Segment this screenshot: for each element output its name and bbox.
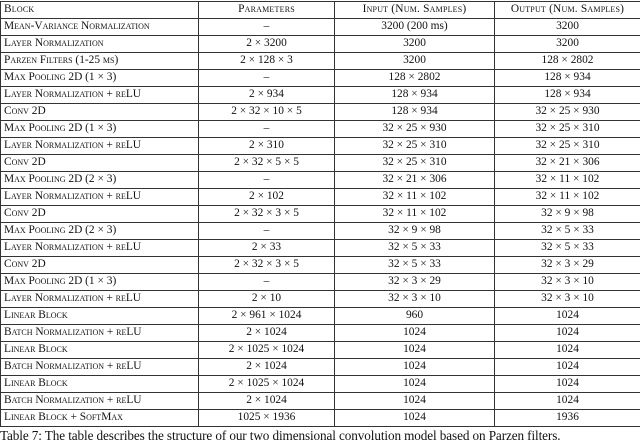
cell-output: 1024	[495, 325, 640, 342]
cell-input: 1024	[335, 325, 495, 342]
cell-parameters: 2 × 32 × 3 × 5	[199, 257, 335, 274]
table-row	[1, 138, 640, 155]
cell-input: 960	[335, 308, 495, 325]
cell-block: Batch Normalization + reLU	[1, 325, 199, 342]
cell-parameters: 2 × 1025 × 1024	[199, 376, 335, 393]
table-row	[1, 189, 640, 206]
cell-block: Linear Block	[1, 376, 199, 393]
cell-parameters: 2 × 33	[199, 240, 335, 257]
cell-block: Max Pooling 2D (1 × 3)	[1, 70, 199, 87]
cell-input: 1024	[335, 376, 495, 393]
table-row	[1, 19, 640, 36]
cell-block: Layer Normalization + reLU	[1, 291, 199, 308]
cell-parameters: –	[199, 70, 335, 87]
cell-output: 32 × 5 × 33	[495, 240, 640, 257]
table-row	[1, 308, 640, 325]
table-row	[1, 274, 640, 291]
cell-block: Layer Normalization	[1, 36, 199, 53]
cell-output: 32 × 11 × 102	[495, 189, 640, 206]
model-structure-table	[0, 1, 640, 427]
table-header	[1, 2, 640, 19]
cell-input: 32 × 25 × 930	[335, 121, 495, 138]
cell-block: Max Pooling 2D (1 × 3)	[1, 121, 199, 138]
cell-input: 32 × 9 × 98	[335, 223, 495, 240]
cell-block: Max Pooling 2D (1 × 3)	[1, 274, 199, 291]
table-row	[1, 257, 640, 274]
cell-parameters: 2 × 1025 × 1024	[199, 342, 335, 359]
cell-parameters: 1025 × 1936	[199, 410, 335, 427]
cell-input: 128 × 934	[335, 87, 495, 104]
cell-input: 1024	[335, 342, 495, 359]
cell-parameters: 2 × 1024	[199, 393, 335, 410]
cell-input: 128 × 2802	[335, 70, 495, 87]
cell-parameters: 2 × 10	[199, 291, 335, 308]
cell-block: Max Pooling 2D (2 × 3)	[1, 223, 199, 240]
cell-output: 1024	[495, 308, 640, 325]
cell-parameters: 2 × 102	[199, 189, 335, 206]
cell-parameters: 2 × 128 × 3	[199, 53, 335, 70]
table-row	[1, 53, 640, 70]
cell-input: 32 × 3 × 10	[335, 291, 495, 308]
table-row	[1, 206, 640, 223]
cell-block: Layer Normalization + reLU	[1, 138, 199, 155]
cell-block: Layer Normalization + reLU	[1, 240, 199, 257]
cell-output: 32 × 9 × 98	[495, 206, 640, 223]
cell-input: 3200	[335, 36, 495, 53]
cell-input: 1024	[335, 410, 495, 427]
table-row	[1, 121, 640, 138]
table-row	[1, 393, 640, 410]
header-output: Output (Num. Samples)	[495, 2, 640, 19]
cell-input: 32 × 11 × 102	[335, 189, 495, 206]
cell-input: 32 × 3 × 29	[335, 274, 495, 291]
cell-input: 3200	[335, 53, 495, 70]
cell-output: 32 × 25 × 310	[495, 121, 640, 138]
cell-input: 1024	[335, 359, 495, 376]
cell-block: Linear Block + SoftMax	[1, 410, 199, 427]
cell-parameters: 2 × 1024	[199, 359, 335, 376]
table-row	[1, 291, 640, 308]
cell-block: Conv 2D	[1, 104, 199, 121]
cell-input: 32 × 21 × 306	[335, 172, 495, 189]
cell-output: 32 × 5 × 33	[495, 223, 640, 240]
cell-block: Conv 2D	[1, 206, 199, 223]
header-input: Input (Num. Samples)	[335, 2, 495, 19]
header-block: Block	[1, 2, 199, 19]
cell-parameters: –	[199, 223, 335, 240]
cell-block: Conv 2D	[1, 155, 199, 172]
cell-parameters: 2 × 1024	[199, 325, 335, 342]
cell-parameters: 2 × 961 × 1024	[199, 308, 335, 325]
cell-input: 32 × 11 × 102	[335, 206, 495, 223]
table-row	[1, 410, 640, 427]
cell-input: 32 × 25 × 310	[335, 138, 495, 155]
cell-parameters: –	[199, 172, 335, 189]
cell-output: 3200	[495, 19, 640, 36]
cell-block: Batch Normalization + reLU	[1, 359, 199, 376]
cell-output: 32 × 25 × 310	[495, 138, 640, 155]
cell-block: Max Pooling 2D (2 × 3)	[1, 172, 199, 189]
cell-output: 32 × 11 × 102	[495, 172, 640, 189]
cell-output: 32 × 3 × 10	[495, 291, 640, 308]
cell-input: 3200 (200 ms)	[335, 19, 495, 36]
cell-block: Linear Block	[1, 342, 199, 359]
cell-output: 1024	[495, 393, 640, 410]
cell-output: 32 × 25 × 930	[495, 104, 640, 121]
cell-output: 128 × 934	[495, 70, 640, 87]
table-row	[1, 342, 640, 359]
cell-output: 1024	[495, 376, 640, 393]
cell-parameters: 2 × 3200	[199, 36, 335, 53]
cell-parameters: –	[199, 121, 335, 138]
table-row	[1, 155, 640, 172]
header-row	[1, 2, 640, 19]
cell-block: Mean-Variance Normalization	[1, 19, 199, 36]
cell-input: 1024	[335, 393, 495, 410]
cell-block: Linear Block	[1, 308, 199, 325]
table-caption: Table 7: The table describes the structure of our two dimensional convolution model based on Parzen filters.	[0, 428, 561, 443]
header-parameters: Parameters	[199, 2, 335, 19]
cell-parameters: 2 × 32 × 3 × 5	[199, 206, 335, 223]
cell-parameters: 2 × 310	[199, 138, 335, 155]
cell-output: 32 × 3 × 10	[495, 274, 640, 291]
cell-output: 1024	[495, 359, 640, 376]
cell-output: 128 × 2802	[495, 53, 640, 70]
cell-block: Layer Normalization + reLU	[1, 87, 199, 104]
cell-output: 128 × 934	[495, 87, 640, 104]
cell-input: 32 × 25 × 310	[335, 155, 495, 172]
table-row	[1, 172, 640, 189]
cell-parameters: 2 × 934	[199, 87, 335, 104]
cell-block: Conv 2D	[1, 257, 199, 274]
cell-parameters: –	[199, 19, 335, 36]
cell-parameters: 2 × 32 × 5 × 5	[199, 155, 335, 172]
cell-output: 32 × 3 × 29	[495, 257, 640, 274]
cell-input: 128 × 934	[335, 104, 495, 121]
cell-input: 32 × 5 × 33	[335, 240, 495, 257]
cell-input: 32 × 5 × 33	[335, 257, 495, 274]
cell-block: Parzen Filters (1-25 ms)	[1, 53, 199, 70]
table-row	[1, 70, 640, 87]
cell-parameters: –	[199, 274, 335, 291]
table-row	[1, 325, 640, 342]
cell-output: 3200	[495, 36, 640, 53]
table-row	[1, 359, 640, 376]
cell-parameters: 2 × 32 × 10 × 5	[199, 104, 335, 121]
table-row	[1, 240, 640, 257]
table-row	[1, 223, 640, 240]
table-row	[1, 87, 640, 104]
table-row	[1, 376, 640, 393]
cell-output: 1024	[495, 342, 640, 359]
table-row	[1, 104, 640, 121]
table-row	[1, 36, 640, 53]
cell-block: Batch Normalization + reLU	[1, 393, 199, 410]
cell-block: Layer Normalization + reLU	[1, 189, 199, 206]
cell-output: 1936	[495, 410, 640, 427]
table-body	[1, 19, 640, 427]
cell-output: 32 × 21 × 306	[495, 155, 640, 172]
